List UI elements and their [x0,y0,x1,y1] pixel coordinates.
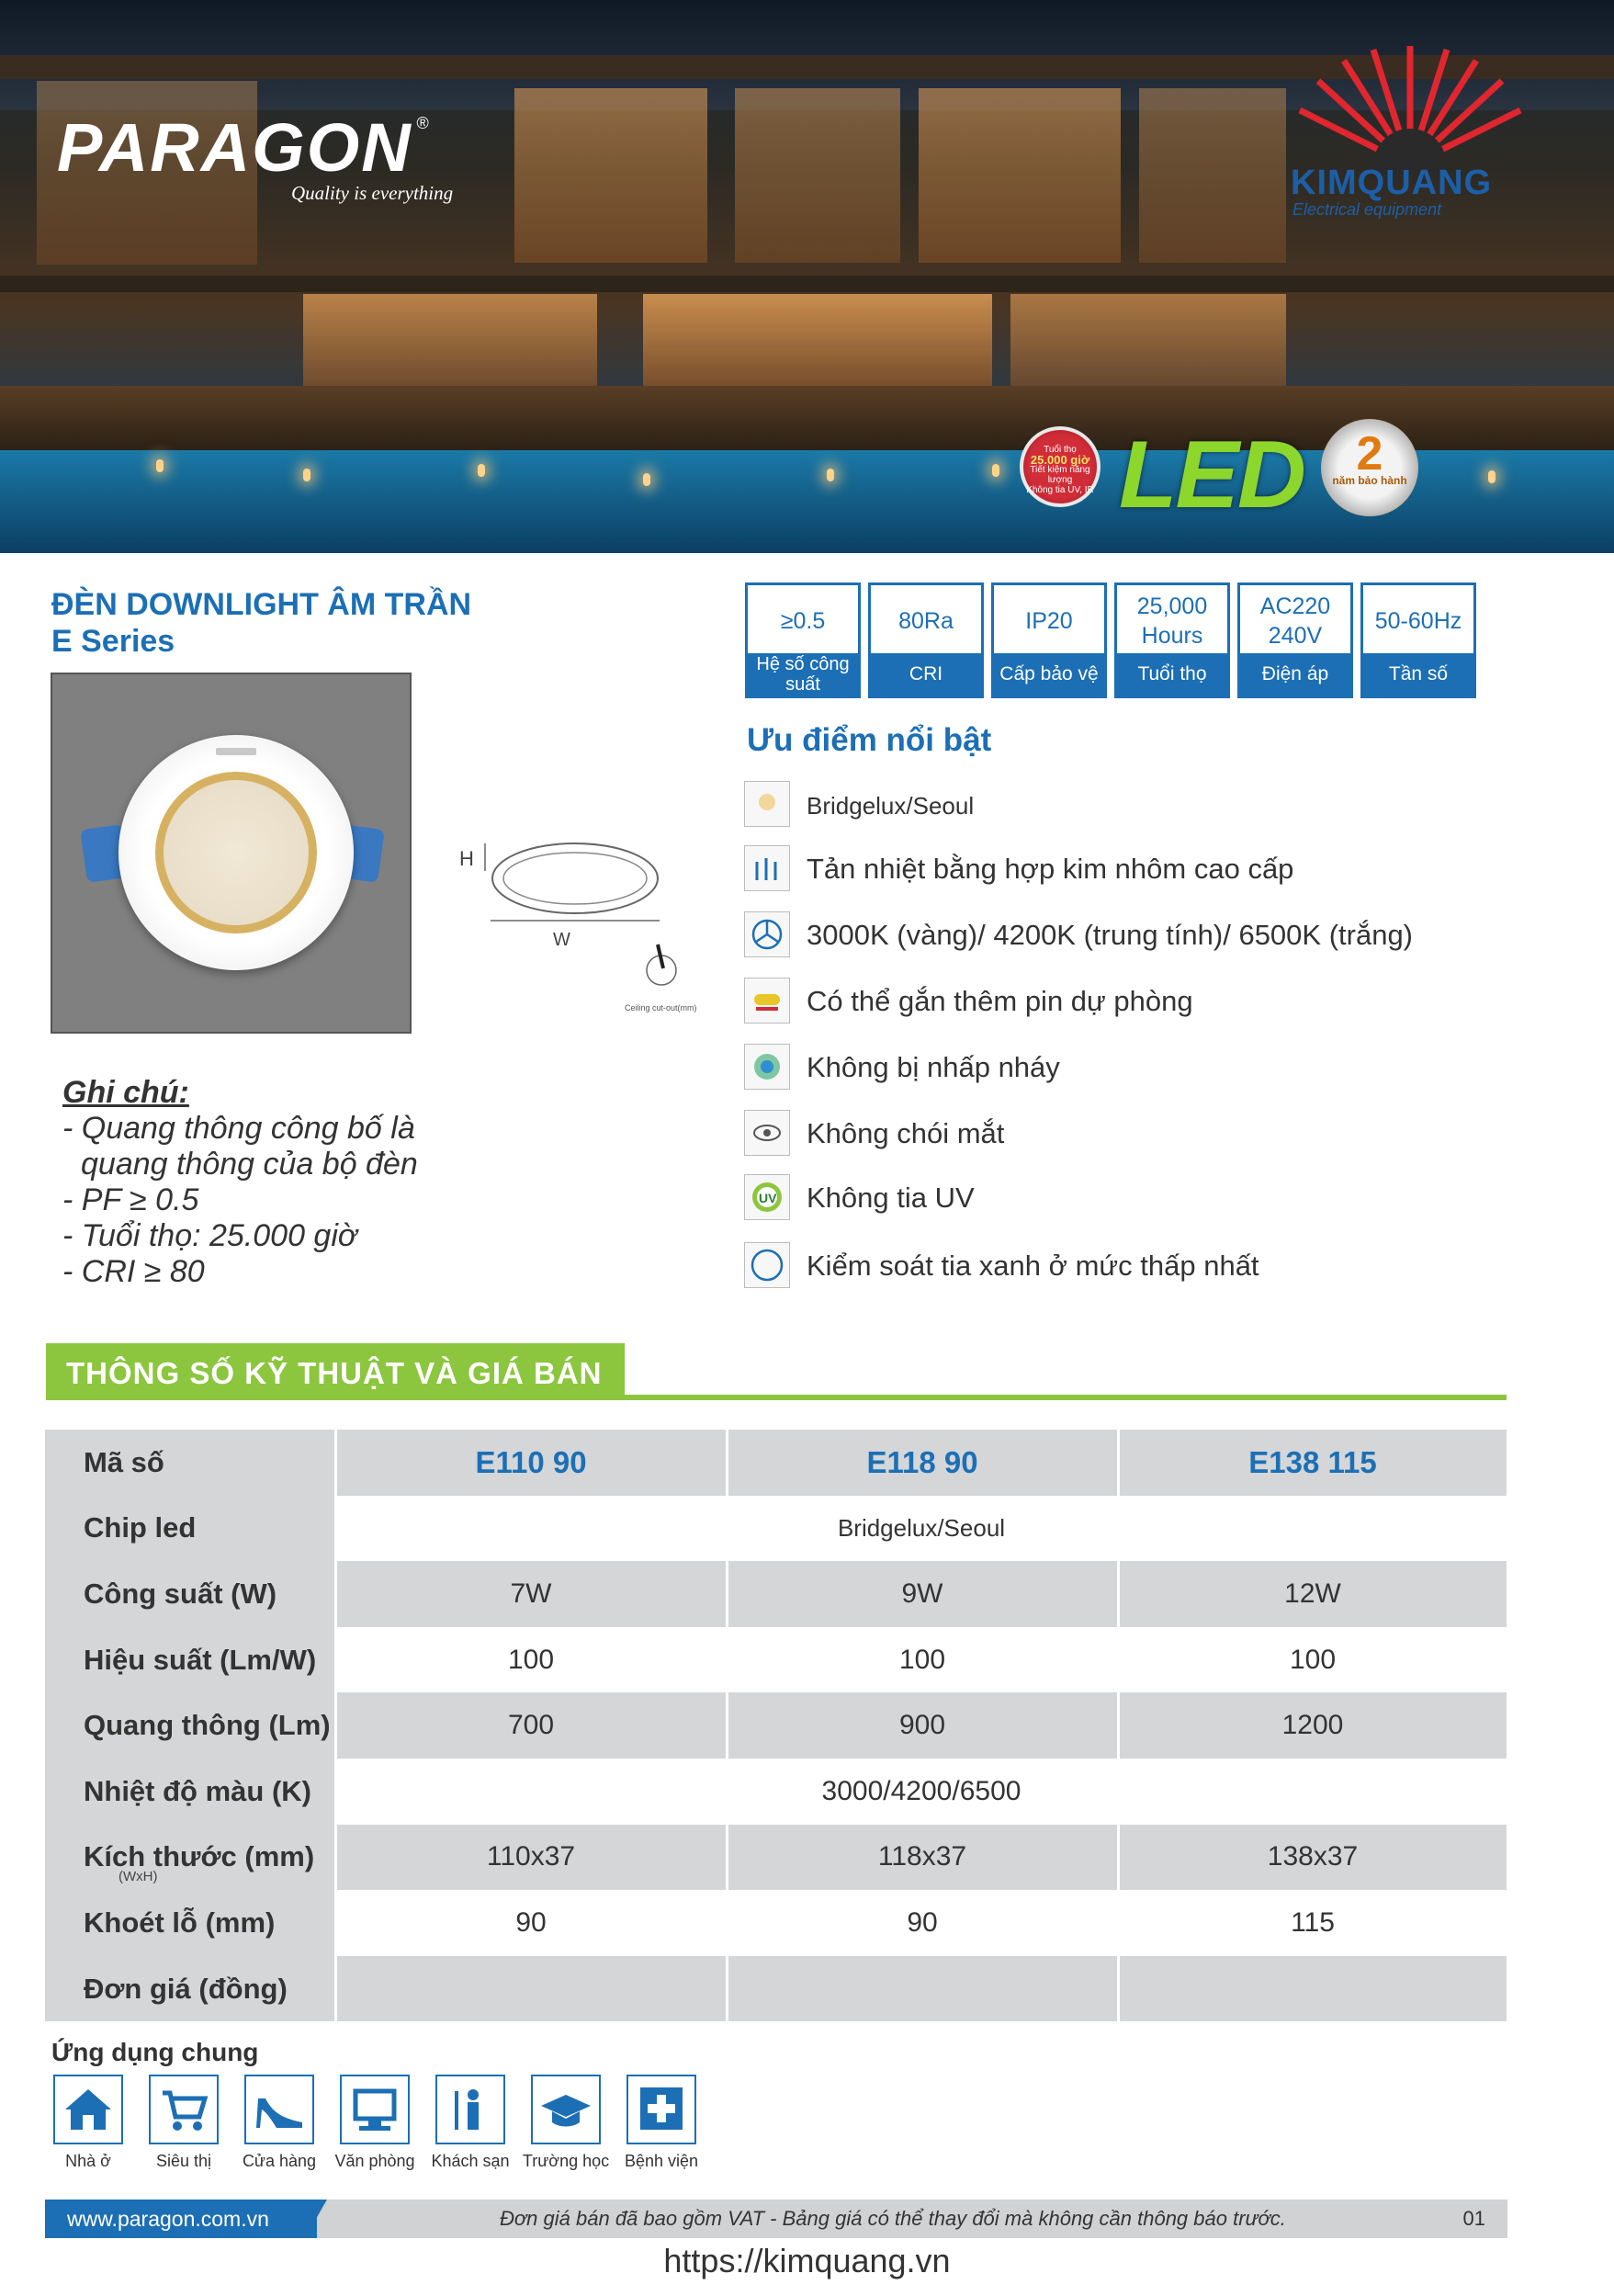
spec-value: ≥0.5 [780,608,826,634]
page-number: 01 [1462,2207,1485,2230]
warranty-badge [1321,419,1418,516]
table-cell: 110x37 [335,1825,727,1891]
table-row [45,1561,1507,1627]
lifetime-badge-line2: Tiết kiệm năng lượng [1030,465,1090,485]
hospital-cross-icon [626,2075,696,2144]
row-label: Đơn giá (đồng) [45,1956,335,2022]
application-item [243,2075,316,2171]
spec-value: 50-60Hz [1374,608,1462,634]
notes-heading: Ghi chú: [62,1075,189,1110]
paragon-logo [57,108,454,204]
table-row [45,1627,1507,1693]
table-cell: 115 [1118,1890,1507,1956]
price-cell [335,1956,727,2022]
graduation-cap-icon [531,2075,601,2144]
table-header-row [45,1430,1507,1496]
section-title: THÔNG SỐ KỸ THUẬT VÀ GIÁ BÁN [46,1343,625,1398]
downlight-gold-ring [155,772,317,933]
spec-value: 25,000 Hours [1136,594,1208,649]
brand-registered-mark: ® [416,114,429,132]
advantage-text: Không tia UV [807,1182,975,1214]
spec-ip-rating [991,582,1107,698]
partner-subtitle: Electrical equipment [1292,200,1442,219]
advantage-item [744,1174,1552,1226]
spec-value: 80Ra [898,608,954,634]
color-temp-icon [744,911,790,957]
spec-value: IP20 [1025,608,1073,634]
hero-banner [0,0,1614,553]
product-photo [51,673,412,1034]
anti-glare-icon [744,1110,790,1156]
table-cell: 90 [335,1890,727,1956]
advantage-text: Kiểm soát tia xanh ở mức thấp nhất [807,1250,1259,1282]
advantage-item [744,911,1552,963]
footer-bar [45,2200,1507,2238]
table-row [45,1692,1507,1759]
row-label: Nhiệt độ màu (K) [45,1759,335,1825]
table-cell: 1200 [1118,1692,1507,1759]
emergency-battery-icon [744,978,790,1024]
application-label: Nhà ở [65,2152,111,2170]
spec-voltage [1237,582,1353,698]
advantage-text: 3000K (vàng)/ 4200K (trung tính)/ 6500K (trắng) [807,919,1414,951]
table-cell: 12W [1118,1561,1507,1627]
partner-name: KIMQUANG [1291,164,1493,202]
footer-slant [305,2200,327,2238]
advantage-text: Bridgelux/Seoul [807,792,975,820]
ceiling-cutout-label: Ceiling cut-out(mm) [625,1003,697,1012]
price-cell [1118,1956,1507,2022]
advantage-item [744,978,1552,1029]
section-divider [46,1395,1507,1400]
application-item [522,2075,610,2171]
application-item [431,2075,510,2171]
application-item [334,2075,415,2171]
table-row [45,1956,1507,2022]
applications-title: Ứng dụng chung [51,2038,259,2066]
shopping-cart-icon [149,2075,219,2144]
table-header-label: Mã số [45,1430,335,1496]
table-header-cell: E110 90 [335,1430,727,1496]
advantage-text: Có thể gắn thêm pin dự phòng [807,985,1193,1017]
footer-website[interactable]: www.paragon.com.vn [45,2200,317,2238]
warranty-text: năm bảo hành [1332,474,1407,487]
table-cell: 900 [727,1692,1118,1759]
flicker-free-icon [744,1044,790,1090]
row-label-text: Kích thước (mm) [84,1840,315,1873]
table-row [45,1496,1507,1562]
office-computer-icon [340,2075,410,2144]
led-logo: LED [1119,422,1304,528]
price-cell [727,1956,1118,2022]
table-cell: 100 [1118,1627,1507,1693]
dim-w-label: W [553,930,570,950]
lifetime-badge-line3: Không tia UV, IR [1026,485,1094,495]
spec-value: AC220 240V [1259,594,1331,649]
row-label: Chip led [45,1496,335,1562]
high-heel-icon [244,2075,314,2144]
hotel-bellboy-icon [435,2075,505,2144]
note-line: quang thông của bộ đèn [81,1147,418,1182]
advantage-item [744,1044,1552,1095]
table-cell-merged: Bridgelux/Seoul [335,1496,1507,1562]
spec-label: CRI [871,653,981,696]
advantages-title: Ưu điểm nổi bật [747,722,992,758]
table-row [45,1825,1507,1891]
product-series: E Series [51,624,175,659]
application-label: Bệnh viện [624,2152,699,2170]
blue-light-icon [744,1242,790,1288]
cob-chip-icon [744,781,790,827]
spec-label: Điện áp [1240,653,1350,696]
product-title [51,586,471,660]
dimension-drawing [459,836,735,1020]
heat-sink-icon [744,845,790,891]
application-label: Khách sạn [431,2152,510,2170]
row-label [45,1825,335,1891]
application-item [51,2075,125,2171]
note-line: - Tuổi thọ: 25.000 giờ [62,1218,357,1253]
table-row [45,1890,1507,1956]
kimquang-sunburst-icon [1281,46,1539,175]
advantage-text: Không chói mắt [807,1117,1005,1149]
spec-frequency [1360,582,1476,698]
spec-lifetime [1114,582,1230,698]
table-cell: 90 [727,1890,1118,1956]
table-header-cell: E138 115 [1118,1430,1507,1496]
brand-tagline: Quality is everything [291,182,454,204]
table-cell: 700 [335,1692,727,1759]
table-cell-merged: 3000/4200/6500 [335,1759,1507,1825]
application-label: Cửa hàng [242,2152,317,2170]
no-uv-icon [744,1174,790,1220]
table-cell: 9W [727,1561,1118,1627]
advantage-text: Tản nhiệt bằng hợp kim nhôm cao cấp [807,853,1294,885]
table-cell: 138x37 [1118,1825,1507,1891]
note-line: - PF ≥ 0.5 [62,1182,199,1217]
house-icon [53,2075,123,2144]
product-title-line1: ĐÈN DOWNLIGHT ÂM TRẦN [51,587,472,622]
advantage-item [744,1242,1552,1294]
footer-note: Đơn giá bán đã bao gồm VAT - Bảng giá có thể thay đổi mà không cần thông báo trước. [500,2207,1286,2230]
table-header-cell: E118 90 [727,1430,1118,1496]
svg-text:UV: UV [759,1191,777,1205]
kimquang-logo [1281,46,1539,221]
application-item [625,2075,698,2171]
row-label: Quang thông (Lm) [45,1692,335,1759]
application-label: Trường học [522,2152,610,2170]
advantage-item [744,1110,1552,1161]
spec-price-table [45,1430,1509,2021]
application-label: Văn phòng [334,2152,415,2170]
table-cell: 100 [335,1627,727,1693]
lifetime-badge-hours: 25.000 giờ [1030,453,1090,467]
note-line: - CRI ≥ 80 [62,1254,205,1289]
row-label: Khoét lỗ (mm) [45,1890,335,1956]
dimension-outline-icon [480,836,718,937]
row-sublabel: (WxH) [119,1869,158,1885]
spec-label: Tuổi thọ [1117,653,1227,696]
spec-label: Hệ số công suất [748,653,858,696]
warranty-years: 2 [1356,427,1383,481]
spec-cri [868,582,984,698]
row-label: Công suất (W) [45,1561,335,1627]
advantage-item [744,845,1552,897]
lifetime-badge-line1: Tuổi thọ [1044,445,1077,455]
downlight-body [119,735,354,970]
dim-h-label: H [459,847,474,870]
spec-label: Cấp bảo vệ [994,653,1104,696]
table-cell: 7W [335,1561,727,1627]
row-label: Hiệu suất (Lm/W) [45,1627,335,1693]
spec-power-factor [745,582,861,698]
note-line: - Quang thông công bố là [62,1111,415,1146]
advantage-text: Không bị nhấp nháy [807,1051,1060,1083]
footer-url[interactable]: https://kimquang.vn [663,2242,951,2279]
lifetime-badge [1020,426,1100,507]
table-row [45,1759,1507,1825]
ceiling-cutout-icon [643,943,680,989]
table-cell: 100 [727,1627,1118,1693]
application-label: Siêu thị [155,2152,212,2170]
table-cell: 118x37 [727,1825,1118,1891]
spec-label: Tần số [1363,653,1473,696]
advantage-item [744,781,1552,832]
brand-name: PARAGON [57,109,412,186]
notes-block [62,1075,418,1290]
application-item [147,2075,220,2171]
